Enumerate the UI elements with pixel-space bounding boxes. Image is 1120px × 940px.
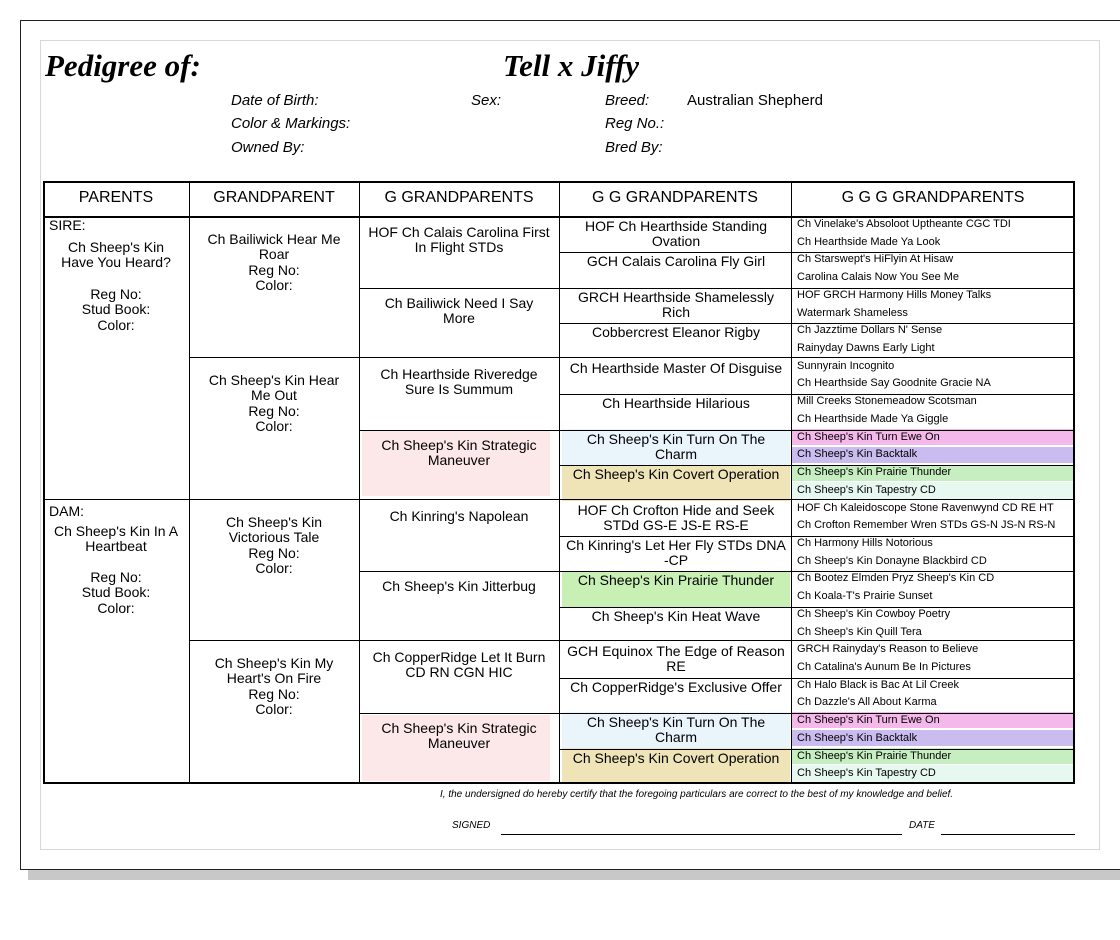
ggg-grandparent-name: Ch Crofton Remember Wren STDs GS-N JS-N RS-N: [797, 519, 1056, 532]
ggg-grandparent-name: Ch Sheep's Kin Quill Tera: [797, 625, 922, 638]
ggg-grandparent-name: Ch Sheep's Kin Cowboy Poetry: [797, 607, 951, 620]
color-markings-label: Color & Markings:: [231, 115, 351, 132]
ggg-grandparent-name: Carolina Calais Now You See Me: [797, 271, 960, 284]
ggg-grandparent-name: Ch Harmony Hills Notorious: [797, 536, 933, 549]
sire-role: SIRE:: [49, 217, 86, 233]
sex-label: Sex:: [471, 92, 502, 109]
breed-value: Australian Shepherd: [687, 92, 823, 109]
sire-stud-book: Stud Book:: [81, 301, 151, 317]
owned-by-label: Owned By:: [231, 139, 305, 156]
g-grandparent-name: Ch Hearthside Riveredge Sure Is Summum: [380, 365, 538, 397]
sire-reg-no: Reg No:: [90, 286, 142, 302]
col-divider: [189, 181, 190, 784]
grandparent-color: Color:: [255, 701, 293, 717]
col-header-g-grandparents: G GRANDPARENTS: [384, 189, 534, 206]
certification-statement: I, the undersigned do hereby certify that the foregoing particulars are correct to the best of my knowledge and belief.: [440, 789, 954, 800]
sire-name: Ch Sheep's Kin Have You Heard?: [61, 239, 171, 270]
gg-grandparent-name: Ch Sheep's Kin Turn On The Charm: [586, 430, 766, 462]
ggg-grandparent-name: HOF GRCH Harmony Hills Money Talks: [797, 288, 992, 301]
dob-label: Date of Birth:: [231, 92, 319, 109]
signed-label: SIGNED: [452, 820, 491, 831]
ggg-grandparent-name: Ch Bootez Elmden Pryz Sheep's Kin CD: [797, 572, 995, 585]
ggg-grandparent-name: Ch Sheep's Kin Backtalk: [797, 731, 918, 744]
ggg-grandparent-name: GRCH Rainyday's Reason to Believe: [797, 643, 979, 656]
g-grandparent-name: Ch Sheep's Kin Strategic Maneuver: [381, 436, 537, 468]
grandparent-color: Color:: [255, 418, 293, 434]
grandparent-reg-no: Reg No:: [248, 545, 300, 561]
ggg-grandparent-name: Watermark Shameless: [797, 306, 908, 319]
col-header-gg-grandparents: G G GRANDPARENTS: [592, 189, 758, 206]
ggg-grandparent-name: Ch Vinelake's Absoloot Uptheante CGC TDI: [797, 218, 1011, 230]
gg-grandparent-name: Ch Sheep's Kin Covert Operation: [572, 466, 780, 483]
gg-grandparent-name: Cobbercrest Eleanor Rigby: [591, 324, 761, 341]
ggg-grandparent-name: Ch Sheep's Kin Backtalk: [797, 448, 918, 461]
gg-grandparent-name: HOF Ch Crofton Hide and Seek STDd GS-E JS-E RS-E: [577, 501, 775, 533]
grandparent-name: Ch Bailiwick Hear Me Roar: [207, 231, 341, 262]
gg-grandparent-name: GCH Calais Carolina Fly Girl: [586, 253, 766, 270]
gg-grandparent-name: GRCH Hearthside Shamelessly Rich: [577, 288, 775, 320]
gg-grandparent-name: Ch Hearthside Master Of Disguise: [569, 359, 783, 376]
dog-name: Tell x Jiffy: [503, 48, 640, 83]
ggg-grandparent-name: Ch Sheep's Kin Prairie Thunder: [797, 749, 952, 762]
pedigree-table: [43, 181, 1075, 784]
grandparent-color: Color:: [255, 560, 293, 576]
g-grandparent-name: Ch CopperRidge Let It Burn CD RN CGN HIC: [372, 649, 546, 681]
ggg-grandparent-name: Ch Sheep's Kin Prairie Thunder: [797, 466, 952, 479]
ggg-grandparent-name: Ch Hearthside Say Goodnite Gracie NA: [797, 377, 991, 390]
g-grandparent-name: Ch Bailiwick Need I Say More: [384, 294, 534, 326]
g-grandparent-name: Ch Sheep's Kin Strategic Maneuver: [381, 720, 537, 752]
dam-reg-no: Reg No:: [90, 569, 142, 585]
ggg-grandparent-name: Ch Jazztime Dollars N' Sense: [797, 324, 943, 337]
grandparent-name: Ch Sheep's Kin My Heart's On Fire: [214, 655, 334, 686]
ggg-grandparent-name: Mill Creeks Stonemeadow Scotsman: [797, 395, 977, 408]
grandparent-color: Color:: [255, 277, 293, 293]
gg-grandparent-name: Ch Sheep's Kin Turn On The Charm: [586, 714, 766, 746]
dam-color: Color:: [97, 600, 135, 616]
col-header-grandparent: GRANDPARENT: [213, 189, 335, 206]
date-line[interactable]: [941, 834, 1075, 835]
signature-line[interactable]: [501, 834, 902, 835]
ggg-grandparent-name: Ch Hearthside Made Ya Look: [797, 235, 941, 248]
pedigree-title-label: Pedigree of:: [45, 48, 201, 83]
sire-color: Color:: [97, 317, 135, 333]
gg-grandparent-name: HOF Ch Hearthside Standing Ovation: [584, 218, 768, 249]
date-label: DATE: [909, 820, 935, 831]
bred-by-label: Bred By:: [605, 139, 663, 156]
grandparent-reg-no: Reg No:: [248, 262, 300, 278]
ggg-grandparent-name: Ch Halo Black is Bac At Lil Creek: [797, 678, 960, 691]
ggg-grandparent-name: Ch Sheep's Kin Turn Ewe On: [797, 714, 940, 727]
dam-stud-book: Stud Book:: [81, 584, 151, 600]
ggg-grandparent-name: HOF Ch Kaleidoscope Stone Ravenwynd CD RE HT: [797, 501, 1054, 514]
dam-role: DAM:: [49, 503, 84, 519]
ggg-grandparent-name: Ch Sheep's Kin Turn Ewe On: [797, 430, 940, 443]
col-divider: [359, 181, 360, 784]
ggg-grandparent-name: Ch Starswept's HiFlyin At Hisaw: [797, 253, 954, 266]
gg-grandparent-name: Ch Sheep's Kin Covert Operation: [572, 749, 780, 766]
grandparent-name: Ch Sheep's Kin Victorious Tale: [225, 514, 323, 545]
gg-grandparent-name: GCH Equinox The Edge of Reason RE: [567, 643, 785, 675]
breed-label: Breed:: [605, 92, 650, 109]
ggg-grandparent-name: Ch Hearthside Made Ya Giggle: [797, 412, 949, 425]
gg-grandparent-name: Ch Kinring's Let Her Fly STDs DNA -CP: [566, 536, 786, 568]
g-grandparent-name: Ch Kinring's Napolean: [389, 507, 529, 524]
gg-grandparent-name: Ch Hearthside Hilarious: [602, 395, 750, 412]
reg-no-label: Reg No.:: [605, 115, 665, 132]
ggg-grandparent-name: Ch Sheep's Kin Tapestry CD: [797, 767, 936, 780]
col-header-ggg-grandparents: G G G GRANDPARENTS: [841, 189, 1025, 206]
g-grandparent-name: Ch Sheep's Kin Jitterbug: [382, 578, 536, 595]
g-grandparent-name: HOF Ch Calais Carolina First In Flight STDs: [368, 224, 550, 255]
dam-name: Ch Sheep's Kin In A Heartbeat: [53, 523, 179, 554]
ggg-grandparent-name: Sunnyrain Incognito: [797, 359, 895, 372]
ggg-grandparent-name: Ch Catalina's Aunum Be In Pictures: [797, 660, 971, 673]
ggg-grandparent-name: Ch Koala-T's Prairie Sunset: [797, 590, 933, 603]
grandparent-reg-no: Reg No:: [248, 403, 300, 419]
grandparent-reg-no: Reg No:: [248, 686, 300, 702]
ggg-grandparent-name: Ch Dazzle's All About Karma: [797, 696, 937, 709]
col-divider: [559, 181, 560, 784]
gg-grandparent-name: Ch CopperRidge's Exclusive Offer: [570, 678, 782, 695]
ggg-grandparent-name: Rainyday Dawns Early Light: [797, 342, 935, 355]
col-header-parents: PARENTS: [78, 189, 154, 206]
ggg-grandparent-name: Ch Sheep's Kin Tapestry CD: [797, 483, 936, 496]
ggg-grandparent-name: Ch Sheep's Kin Donayne Blackbird CD: [797, 554, 987, 567]
gg-grandparent-name: Ch Sheep's Kin Prairie Thunder: [577, 572, 775, 589]
grandparent-name: Ch Sheep's Kin Hear Me Out: [208, 372, 340, 403]
gg-grandparent-name: Ch Sheep's Kin Heat Wave: [591, 607, 761, 624]
